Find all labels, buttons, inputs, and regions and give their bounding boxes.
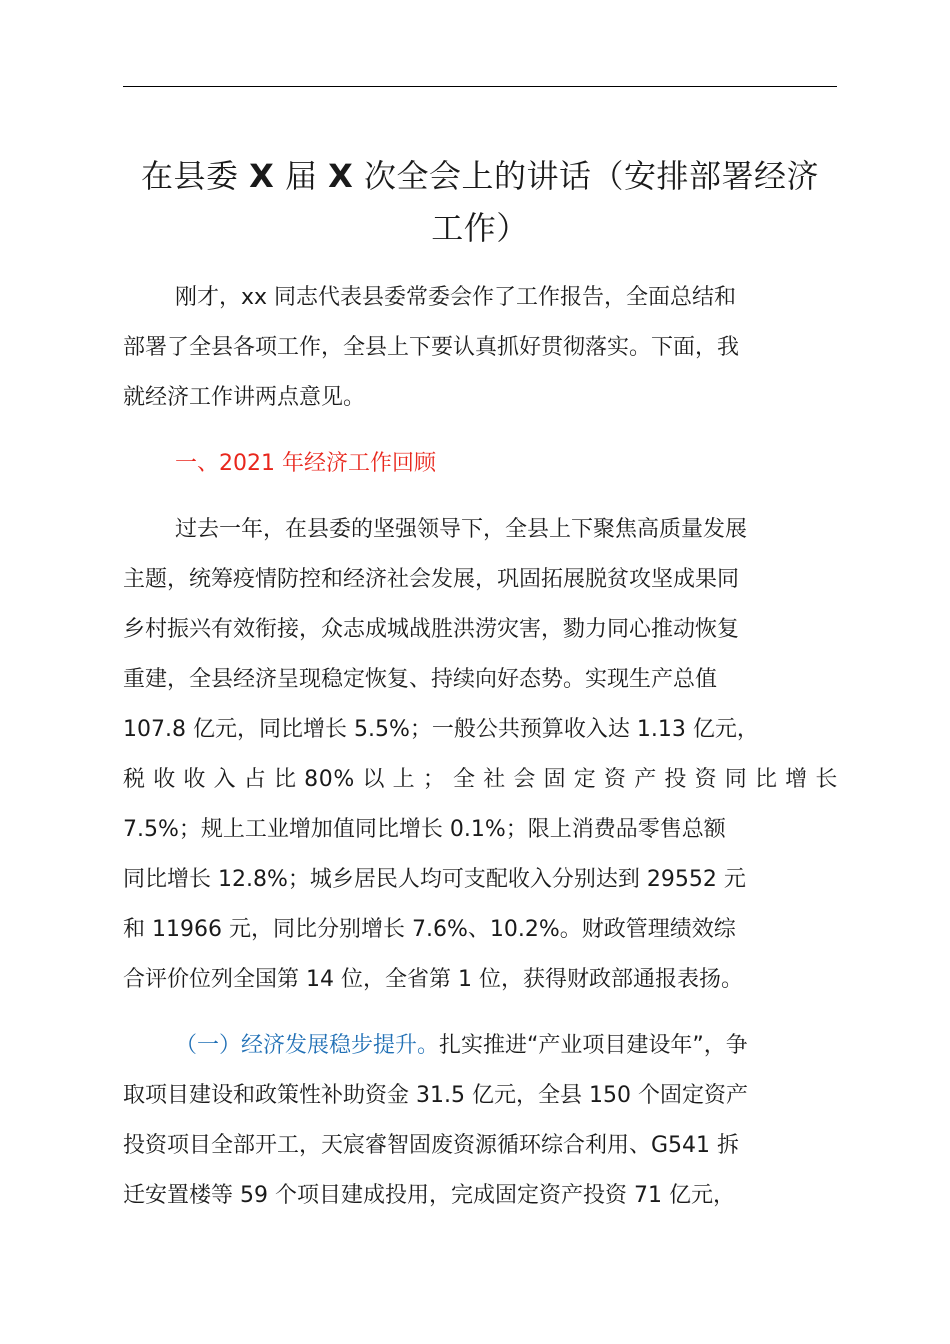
review-line: 和 11966 元，同比分别增长 7.6%、10.2%。财政管理绩效综 (123, 917, 736, 942)
review-line: 乡村振兴有效衔接，众志成城战胜洪涝灾害，勠力同心推动恢复 (123, 617, 740, 642)
subsection-line: 取项目建设和政策性补助资金 31.5 亿元，全县 150 个固定资产 (123, 1083, 748, 1108)
intro-line: 就经济工作讲两点意见。 (123, 385, 366, 410)
subsection-text: 扎实推进“产业项目建设年”，争 (439, 1033, 748, 1058)
header-rule (123, 86, 837, 87)
review-line: 重建，全县经济呈现稳定恢复、持续向好态势。实现生产总值 (123, 667, 718, 692)
document-body (123, 273, 837, 1221)
review-line: 税 收 收 入 占 比 80% 以 上 ； 全 社 会 固 定 资 产 投 资 同 比 增 长 (123, 767, 838, 792)
review-line: 7.5%；规上工业增加值同比增长 0.1%；限上消费品零售总额 (123, 817, 726, 842)
section-heading: 一、2021 年经济工作回顾 (175, 451, 436, 476)
subsection-heading: （一）经济发展稳步提升。 (175, 1033, 440, 1058)
review-line: 107.8 亿元，同比增长 5.5%；一般公共预算收入达 1.13 亿元， (123, 717, 759, 742)
subsection-paragraph (123, 1021, 837, 1221)
document-title (110, 150, 850, 254)
review-line: 过去一年，在县委的坚强领导下，全县上下聚焦高质量发展 (175, 517, 748, 542)
review-paragraph (123, 505, 837, 1005)
intro-line: 部署了全县各项工作，全县上下要认真抓好贯彻落实。下面，我 (123, 335, 740, 360)
review-line: 主题，统筹疫情防控和经济社会发展，巩固拓展脱贫攻坚成果同 (123, 567, 740, 592)
subsection-first-line (123, 1021, 837, 1071)
title-line-1: 在县委 X 届 X 次全会上的讲话（安排部署经济 (140, 157, 820, 195)
subsection-line: 迁安置楼等 59 个项目建成投用，完成固定资产投资 71 亿元， (123, 1183, 735, 1208)
title-line-2: 工作） (431, 209, 529, 247)
review-line: 同比增长 12.8%；城乡居民人均可支配收入分别达到 29552 元 (123, 867, 746, 892)
intro-line: 刚才，xx 同志代表县委常委会作了工作报告，全面总结和 (175, 285, 737, 310)
review-line: 合评价位列全国第 14 位，全省第 1 位，获得财政部通报表扬。 (123, 967, 743, 992)
intro-paragraph (123, 273, 837, 423)
subsection-line: 投资项目全部开工，天宸睿智固废资源循环综合利用、G541 拆 (123, 1133, 740, 1158)
